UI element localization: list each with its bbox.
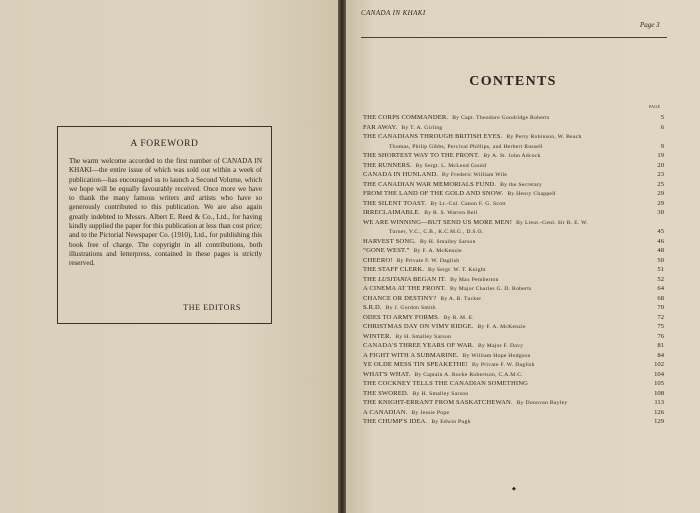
toc-entry (363, 294, 667, 304)
toc-entry (363, 322, 667, 332)
toc-title: THE RUNNERS. (363, 161, 412, 169)
toc-page-number: 46 (657, 237, 664, 245)
toc-title: THE CHUMP'S IDEA. (363, 418, 428, 425)
toc-author: By R. M. E. (443, 314, 475, 321)
toc-entry (363, 360, 667, 370)
toc-author: By J. Gordon Smith (385, 305, 436, 311)
toc-entry (363, 341, 667, 351)
toc-entry (363, 398, 667, 408)
toc-entry (363, 246, 667, 256)
toc-title: THE CORPS COMMANDER. (363, 114, 449, 121)
toc-title: CANADA'S THREE YEARS OF WAR. (363, 342, 474, 349)
toc-title: “GONE WEST.” (363, 247, 410, 254)
toc-title: THE CANADIANS THROUGH BRITISH EYES. (363, 133, 503, 140)
toc-page-number: 126 (654, 408, 664, 416)
header-rule (361, 37, 667, 38)
toc-page-number: 52 (657, 275, 664, 283)
toc-title: WINTER. (363, 332, 392, 340)
toc-title: A FIGHT WITH A SUBMARINE. (363, 351, 459, 359)
toc-author: By Max Pemberton (450, 276, 499, 283)
toc-author: By T. A. Girling (401, 124, 443, 131)
toc-entry (363, 227, 667, 237)
toc-author: By Major Charles G. D. Roberts (449, 286, 532, 292)
toc-entry (363, 113, 667, 123)
toc-title: CHRISTMAS DAY ON VIMY RIDGE. (363, 323, 474, 330)
toc-author: By Edwin Pugh (431, 419, 471, 425)
toc-entry (363, 170, 667, 180)
toc-page-number: 9 (660, 142, 664, 150)
toc-entry (363, 313, 667, 323)
toc-author: By Henry Chappell (507, 191, 556, 197)
left-page (0, 0, 338, 513)
toc-author: Thomas, Philip Gibbs, Percival Phillips, and Herbert Russell (389, 143, 543, 150)
toc-title: IRRECLAIMABLE. (363, 209, 421, 216)
toc-page-number: 48 (657, 247, 664, 254)
toc-entry (363, 370, 667, 380)
toc-author: By Capt. Theodore Goodridge Roberts (452, 115, 550, 121)
toc-title: THE LUSITANIA BEGAN IT. (363, 275, 447, 283)
toc-author: By Donovan Bayley (516, 400, 568, 406)
toc-page-number: 30 (657, 209, 664, 216)
toc-page-number: 23 (657, 171, 664, 178)
toc-entry (363, 161, 667, 171)
toc-title: CHEERO! (363, 256, 393, 264)
toc-page-number: 29 (657, 190, 664, 197)
toc-title: THE CANADIAN WAR MEMORIALS FUND. (363, 180, 497, 188)
toc-entry (363, 189, 667, 199)
toc-author: By Private F. W. Daglish (472, 362, 535, 368)
toc-page-number: 68 (657, 294, 664, 302)
toc-title: YE OLDE MESS TIN SPEAKETHE! (363, 361, 469, 368)
toc-author: By H. Smalley Sarson (412, 390, 469, 397)
toc-title: ODES TO ARMY FORMS. (363, 313, 440, 321)
toc-entry (363, 408, 667, 418)
toc-entry (363, 123, 667, 133)
toc-entry (363, 237, 667, 247)
toc-title: THE SWORED. (363, 389, 409, 397)
toc-page-number: 76 (657, 332, 664, 340)
toc-author: By Lieut.-Genl. Sir R. E. W. (516, 219, 588, 226)
page-column-label: PAGE (649, 104, 661, 109)
toc-author: By Private F. W. Daglish (396, 257, 460, 264)
running-header: CANADA IN KHAKI (361, 9, 426, 17)
toc-page-number: 19 (657, 152, 664, 159)
table-of-contents (363, 113, 667, 427)
toc-page-number: 75 (657, 323, 664, 330)
toc-author: By H. Smalley Sarson (419, 238, 476, 245)
toc-entry (363, 151, 667, 161)
toc-author: By Frederic William Wile (442, 172, 508, 178)
toc-entry (363, 132, 667, 142)
toc-title: THE SILENT TOAST. (363, 199, 427, 207)
toc-author: By A. St. John Adcock (483, 153, 541, 159)
toc-page-number: 20 (657, 161, 664, 169)
toc-entry (363, 332, 667, 342)
toc-entry (363, 265, 667, 275)
foreword-body: The warm welcome accorded to the first number of CANADA IN KHAKI—the entire issue of which was sold out within a week of publication—has encouraged us to launch a Second Volume, which we hope will be equally favourably received. Once more we have to thank the many famous writers and artists who have so generously contributed to this publication. We are also again greatly indebted to Messrs. Albert E. Reed & Co., Ltd., for having kindly supplied the paper for this publication at less than cost price; and to the Pictorial Newspaper Co. (1910), Ltd., for publishing this book free of charge. The copyright in all contributions, both illustrations and letterpress, contained in these pages is strictly reserved. (69, 157, 262, 268)
toc-author: By H. Smalley Sarson (395, 333, 452, 340)
toc-entry (363, 351, 667, 361)
toc-author: By the Secretary (500, 181, 543, 188)
toc-entry (363, 199, 667, 209)
toc-page-number: 105 (654, 380, 664, 387)
toc-author: By Captain A. Rocke Robertson, C.A.M.C. (414, 371, 523, 378)
toc-author: By F. A. McKenzie (477, 324, 526, 330)
toc-entry (363, 389, 667, 399)
toc-entry (363, 208, 667, 218)
toc-title: FROM THE LAND OF THE GOLD AND SNOW. (363, 190, 504, 197)
toc-page-number: 113 (654, 399, 664, 406)
toc-title: CHANCE OR DESTINY? (363, 294, 437, 302)
toc-author: By Major F. Davy (477, 343, 524, 349)
toc-page-number: 129 (654, 418, 664, 425)
page-number: Page 3 (640, 21, 660, 29)
toc-title: HARVEST SONG. (363, 237, 416, 245)
toc-page-number: 51 (657, 266, 664, 273)
toc-page-number: 64 (657, 285, 664, 292)
toc-page-number: 108 (654, 389, 664, 397)
toc-title: THE KNIGHT-ERRANT FROM SASKATCHEWAN. (363, 399, 513, 406)
toc-page-number: 102 (654, 361, 664, 368)
toc-author: Turner, V.C., C.B., K.C.M.G., D.S.O. (389, 229, 484, 235)
toc-page-number: 104 (654, 370, 664, 378)
toc-entry (363, 303, 667, 313)
toc-author: By Sergt. L. McLeod Gould (415, 162, 487, 169)
toc-page-number: 50 (657, 256, 664, 264)
foreword-signoff: THE EDITORS (183, 303, 241, 312)
toc-page-number: 5 (660, 114, 664, 121)
toc-title: FAR AWAY. (363, 123, 398, 131)
contents-title: CONTENTS (469, 74, 557, 89)
toc-entry (363, 379, 667, 389)
toc-entry (363, 142, 667, 152)
toc-entry (363, 256, 667, 266)
toc-title: A CANADIAN. (363, 408, 408, 416)
toc-page-number: 72 (657, 313, 664, 321)
toc-author: By Lt.-Col. Canon F. G. Scott (430, 200, 506, 207)
toc-author: By R. S. Warren Bell (424, 210, 478, 216)
toc-title: WHAT'S WHAT. (363, 370, 411, 378)
toc-entry (363, 284, 667, 294)
toc-page-number: 29 (657, 199, 664, 207)
toc-title: A CINEMA AT THE FRONT. (363, 285, 446, 292)
foreword-box (57, 126, 272, 324)
toc-page-number: 70 (657, 304, 664, 311)
toc-entry (363, 180, 667, 190)
toc-title: S.R.D. (363, 304, 382, 311)
toc-page-number: 81 (657, 342, 664, 349)
toc-entry (363, 218, 667, 228)
toc-entry (363, 417, 667, 427)
toc-page-number: 84 (657, 351, 664, 359)
ornament-mark: ◆ (512, 486, 516, 492)
toc-page-number: 6 (660, 123, 664, 131)
foreword-title: A FOREWORD (130, 139, 199, 149)
toc-author: By F. A. McKenzie (413, 248, 462, 254)
toc-title: THE COCKNEY TELLS THE CANADIAN SOMETHING (363, 380, 529, 387)
toc-title: THE SHORTEST WAY TO THE FRONT. (363, 152, 480, 159)
toc-author: By Jessie Pope (411, 409, 450, 416)
toc-page-number: 45 (657, 228, 664, 235)
book-gutter (338, 0, 346, 513)
toc-title: WE ARE WINNING—BUT SEND US MORE MEN! (363, 218, 513, 226)
toc-author: By William Hope Hodgson (462, 352, 531, 359)
toc-entry (363, 275, 667, 285)
toc-title: THE STAFF CLERK. (363, 266, 425, 273)
toc-page-number: 25 (657, 180, 664, 188)
toc-author: By Perry Robinson, W. Beach (506, 134, 582, 140)
toc-author: By A. B. Tucker (440, 295, 482, 302)
toc-author: By Sergt. W. T. Knight (428, 267, 486, 273)
toc-title: CANADA IN HUNLAND. (363, 171, 439, 178)
